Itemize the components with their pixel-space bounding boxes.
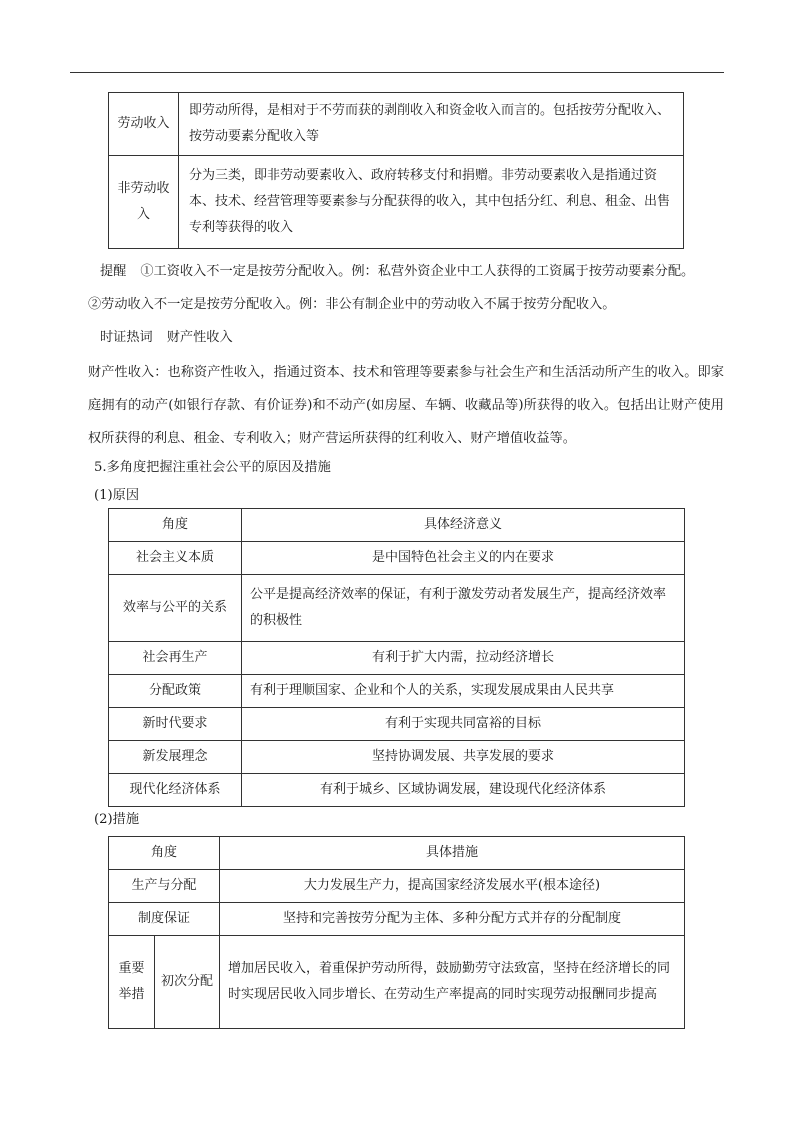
angle-cell: 生产与分配 bbox=[109, 870, 220, 903]
table-row bbox=[109, 708, 685, 741]
hot-word-term: 财产性收入 bbox=[166, 330, 233, 345]
table-row bbox=[109, 936, 685, 1029]
angle-cell: 制度保证 bbox=[109, 903, 220, 936]
table-row bbox=[109, 542, 685, 575]
measure-cell: 坚持和完善按劳分配为主体、多种分配方式并存的分配制度 bbox=[220, 903, 685, 936]
hot-word-line bbox=[100, 323, 736, 353]
meaning-cell: 有利于扩大内需，拉动经济增长 bbox=[242, 642, 685, 675]
measure-cell: 大力发展生产力，提高国家经济发展水平(根本途径) bbox=[220, 870, 685, 903]
table-row bbox=[109, 741, 685, 774]
hot-word-definition: 财产性收入：也称资产性收入，指通过资本、技术和管理等要素参与社会生产和生活活动所产生的收入。即家庭拥有的动产(如银行存款、有价证券)和不动产(如房屋、车辆、收藏品等)所获得的收入。包括出让财产使用权所获得的利息、租金、专利收入；财产营运所获得的红利收入、财产增值收益等。 bbox=[88, 365, 724, 446]
table-row bbox=[109, 774, 685, 807]
row-text: 即劳动所得，是相对于不劳而获的剥削收入和资金收入而言的。包括按劳分配收入、按劳动要素分配收入等 bbox=[179, 93, 684, 156]
meaning-cell: 有利于城乡、区域协调发展，建设现代化经济体系 bbox=[242, 774, 685, 807]
reminder-label: 提醒 bbox=[100, 264, 127, 279]
key-measures-label: 重要举措 bbox=[109, 936, 155, 1029]
primary-distribution-label: 初次分配 bbox=[155, 936, 220, 1029]
reminder-point-2: ②劳动收入不一定是按劳分配收入。例：非公有制企业中的劳动收入不属于按劳分配收入。 bbox=[88, 297, 616, 312]
row-label: 非劳动收入 bbox=[109, 156, 179, 249]
angle-cell: 分配政策 bbox=[109, 675, 242, 708]
meaning-cell: 有利于理顺国家、企业和个人的关系，实现发展成果由人民共享 bbox=[242, 675, 685, 708]
meaning-cell: 是中国特色社会主义的内在要求 bbox=[242, 542, 685, 575]
reminder-line-1 bbox=[100, 257, 736, 287]
angle-cell: 新时代要求 bbox=[109, 708, 242, 741]
section-title: 5.多角度把握注重社会公平的原因及措施 bbox=[94, 460, 331, 475]
header-cell: 角度 bbox=[109, 509, 242, 542]
angle-cell: 社会主义本质 bbox=[109, 542, 242, 575]
table-row bbox=[109, 642, 685, 675]
table-header-row bbox=[109, 837, 685, 870]
reasons-heading: (1)原因 bbox=[94, 488, 140, 503]
table-row bbox=[109, 156, 684, 249]
header-cell: 角度 bbox=[109, 837, 220, 870]
header-cell: 具体经济意义 bbox=[242, 509, 685, 542]
header-rule bbox=[70, 72, 724, 73]
measure-cell: 增加居民收入，着重保护劳动所得，鼓励勤劳守法致富，坚持在经济增长的同时实现居民收入同步增长、在劳动生产率提高的同时实现劳动报酬同步提高 bbox=[220, 936, 685, 1029]
reminder-point-1: ①工资收入不一定是按劳分配收入。例：私营外资企业中工人获得的工资属于按劳动要素分配。 bbox=[140, 264, 695, 279]
row-text: 分为三类，即非劳动要素收入、政府转移支付和捐赠。非劳动要素收入是指通过资本、技术、经营管理等要素参与分配获得的收入，其中包括分红、利息、租金、出售专利等获得的收入 bbox=[179, 156, 684, 249]
meaning-cell: 公平是提高经济效率的保证，有利于激发劳动者发展生产，提高经济效率的积极性 bbox=[242, 575, 685, 642]
table-row bbox=[109, 675, 685, 708]
header-cell: 具体措施 bbox=[220, 837, 685, 870]
table-row bbox=[109, 903, 685, 936]
angle-cell: 效率与公平的关系 bbox=[109, 575, 242, 642]
table-header-row bbox=[109, 509, 685, 542]
table-row bbox=[109, 93, 684, 156]
measures-table bbox=[108, 836, 685, 1029]
table-row bbox=[109, 870, 685, 903]
hot-word-label: 时证热词 bbox=[100, 330, 153, 345]
angle-cell: 社会再生产 bbox=[109, 642, 242, 675]
meaning-cell: 坚持协调发展、共享发展的要求 bbox=[242, 741, 685, 774]
income-type-table bbox=[108, 92, 684, 249]
angle-cell: 现代化经济体系 bbox=[109, 774, 242, 807]
row-label: 劳动收入 bbox=[109, 93, 179, 156]
reasons-table bbox=[108, 508, 685, 807]
angle-cell: 新发展理念 bbox=[109, 741, 242, 774]
meaning-cell: 有利于实现共同富裕的目标 bbox=[242, 708, 685, 741]
table-row bbox=[109, 575, 685, 642]
measures-heading: (2)措施 bbox=[94, 812, 140, 827]
